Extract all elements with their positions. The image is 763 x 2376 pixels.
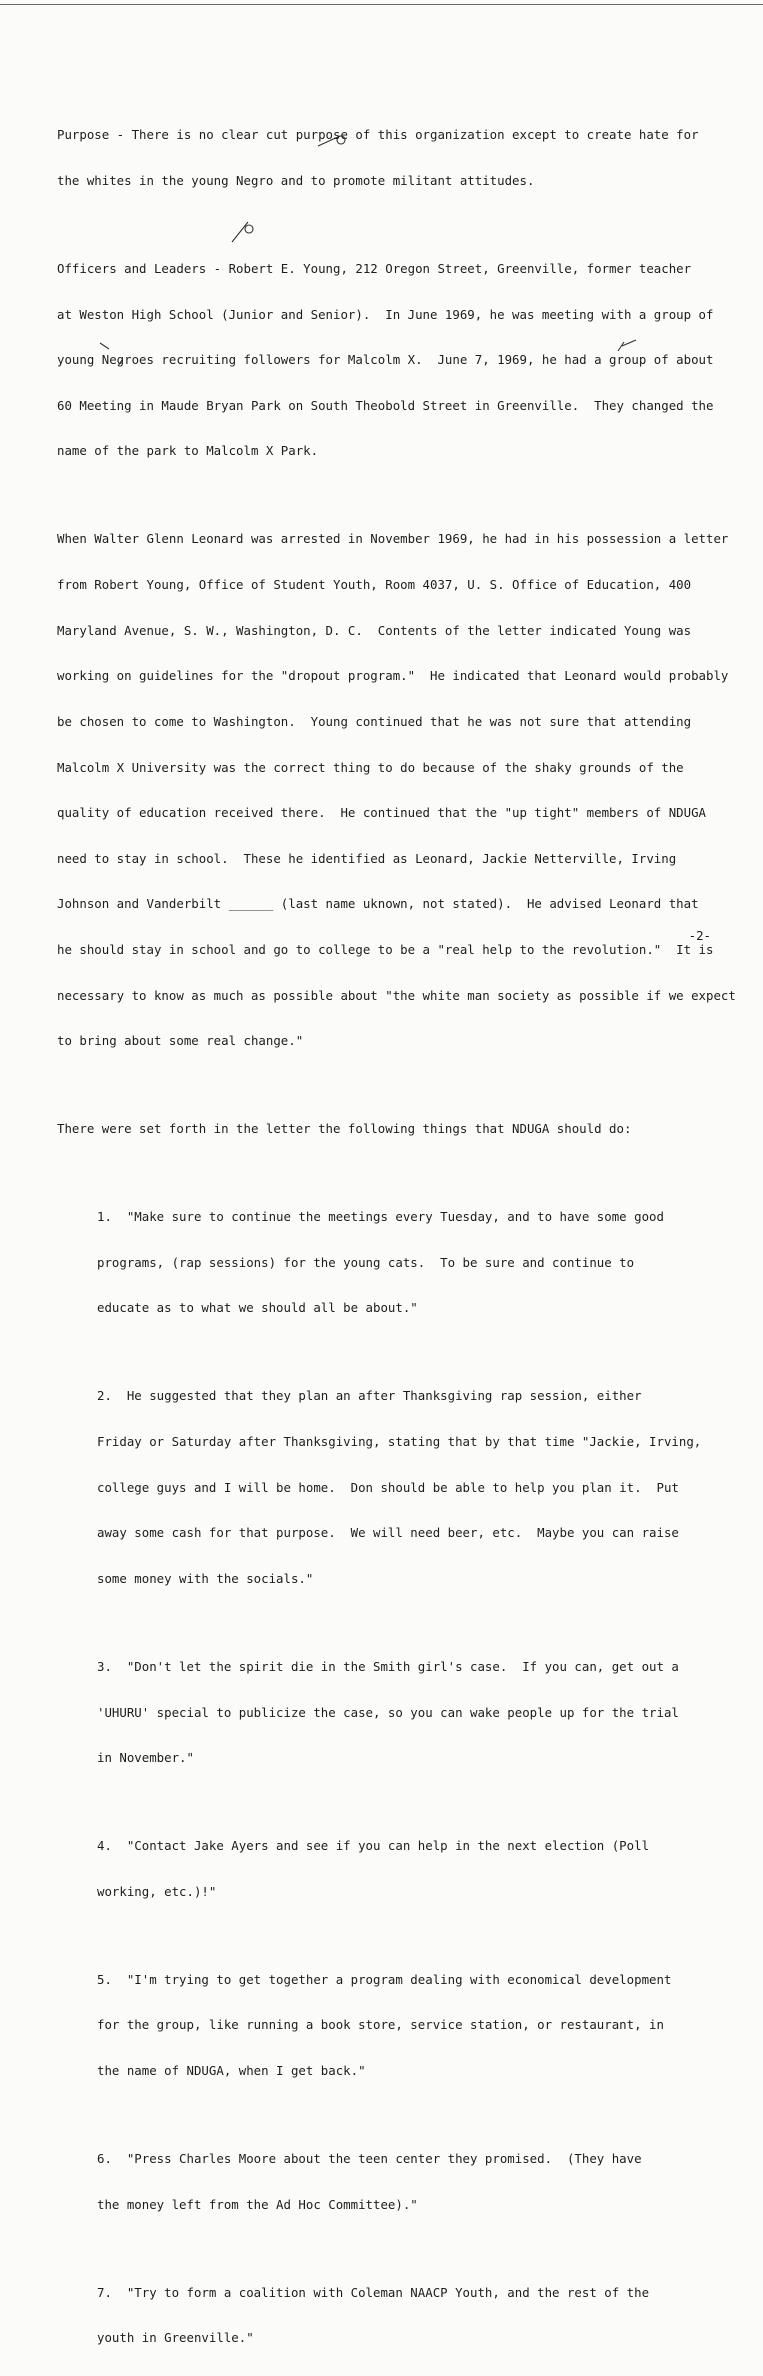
text-line: Maryland Avenue, S. W., Washington, D. C. Contents of the letter indicated Young was [57, 622, 692, 638]
text-line: 1. "Make sure to continue the meetings every Tuesday, and to have some good [97, 1209, 664, 1225]
text-line: the name of NDUGA, when I get back." [97, 2062, 366, 2078]
text-line: need to stay in school. These he identified as Leonard, Jackie Netterville, Irving [57, 850, 677, 866]
text-line: educate as to what we should all be about." [97, 1300, 418, 1316]
text-line: Malcolm X University was the correct thing to do because of the shaky grounds of the [57, 759, 684, 775]
text-line: he should stay in school and go to college to be a "real help to the revolution." It is [57, 941, 714, 957]
text-line: the whites in the young Negro and to promote militant attitudes. [57, 173, 535, 189]
text-line: working, etc.)!" [97, 1883, 217, 1899]
text-line: Purpose - There is no clear cut purpose of this organization except to create hate for [57, 127, 699, 143]
text-line: programs, (rap sessions) for the young cats. To be sure and continue to [97, 1254, 635, 1270]
text-line: 4. "Contact Jake Ayers and see if you can help in the next election (Poll [97, 1838, 650, 1854]
text-line: 3. "Don't let the spirit die in the Smith girl's case. If you can, get out a [97, 1658, 679, 1674]
text-line: college guys and I will be home. Don should be able to help you plan it. Put [97, 1479, 679, 1495]
text-line: for the group, like running a book store, service station, or restaurant, in [97, 2017, 664, 2033]
list-item-6 [57, 2121, 747, 2243]
text-line: in November." [97, 1750, 194, 1766]
list-item-7 [57, 2254, 747, 2376]
text-line: 2. He suggested that they plan an after Thanksgiving rap session, either [97, 1388, 642, 1404]
text-line: When Walter Glenn Leonard was arrested in November 1969, he had in his possession a letter [57, 531, 729, 547]
text-line: 'UHURU' special to publicize the case, so you can wake people up for the trial [97, 1704, 679, 1720]
text-line: Officers and Leaders - Robert E. Young, 212 Oregon Street, Greenville, former teacher [57, 261, 692, 277]
list-item-3 [57, 1629, 747, 1796]
text-line: young Negroes recruiting followers for Malcolm X. June 7, 1969, he had a group of about [57, 352, 714, 368]
text-line: to bring about some real change." [57, 1033, 304, 1049]
scan-top-border [0, 4, 763, 5]
text-line: 5. "I'm trying to get together a program dealing with economical development [97, 1971, 672, 1987]
list-item-5 [57, 1941, 747, 2108]
text-line: Friday or Saturday after Thanksgiving, stating that by that time "Jackie, Irving, [97, 1434, 702, 1450]
text-line: from Robert Young, Office of Student Youth, Room 4037, U. S. Office of Education, 400 [57, 577, 692, 593]
text-line: quality of education received there. He continued that the "up tight" members of NDUGA [57, 805, 707, 821]
text-line: youth in Greenville." [97, 2330, 254, 2346]
text-line: 60 Meeting in Maude Bryan Park on South Theobold Street in Greenville. They changed the [57, 397, 714, 413]
intro-paragraph [57, 1091, 747, 1167]
list-item-2 [57, 1358, 747, 1616]
document-body [57, 97, 747, 2376]
text-line: be chosen to come to Washington. Young continued that he was not sure that attending [57, 713, 692, 729]
text-line: There were set forth in the letter the following things that NDUGA should do: [57, 1121, 632, 1137]
text-line: 6. "Press Charles Moore about the teen center they promised. (They have [97, 2151, 642, 2166]
text-line: working on guidelines for the "dropout program." He indicated that Leonard would probably [57, 668, 729, 684]
text-line: necessary to know as much as possible about "the white man society as possible if we expect [57, 987, 736, 1003]
text-line: 7. "Try to form a coalition with Coleman NAACP Youth, and the rest of the [97, 2284, 650, 2300]
list-item-1 [57, 1179, 747, 1346]
text-line: some money with the socials." [97, 1570, 314, 1586]
text-line: the money left from the Ad Hoc Committee)." [97, 2196, 418, 2212]
text-line: name of the park to Malcolm X Park. [57, 443, 319, 459]
page-number: -2- [688, 928, 711, 943]
list-item-4 [57, 1808, 747, 1930]
letter-paragraph [57, 501, 747, 1079]
officers-paragraph [57, 231, 747, 489]
text-line: Johnson and Vanderbilt ______ (last name uknown, not stated). He advised Leonard that [57, 896, 699, 912]
purpose-paragraph [57, 97, 747, 219]
text-line: at Weston High School (Junior and Senior). In June 1969, he was meeting with a group of [57, 306, 714, 322]
text-line: away some cash for that purpose. We will need beer, etc. Maybe you can raise [97, 1525, 679, 1541]
